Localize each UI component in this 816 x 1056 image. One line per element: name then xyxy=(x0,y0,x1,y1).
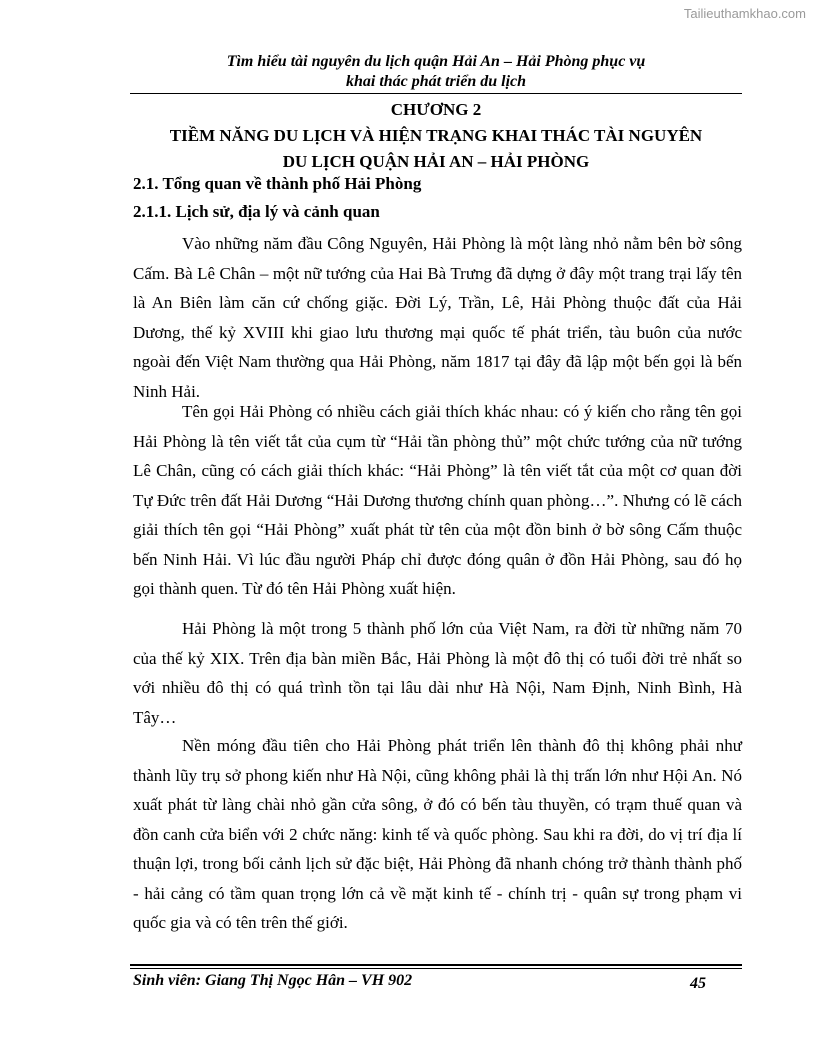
watermark-text: Tailieuthamkhao.com xyxy=(683,6,806,21)
chapter-heading xyxy=(130,97,742,175)
section-heading-2-1-1: 2.1.1. Lịch sử, địa lý và cảnh quan xyxy=(133,202,380,221)
footer-divider xyxy=(130,964,742,966)
footer-student: Sinh viên: Giang Thị Ngọc Hân – VH 902 xyxy=(133,972,413,989)
footer-divider-thin xyxy=(130,968,742,969)
chapter-title-line-2: DU LỊCH QUẬN HẢI AN – HẢI PHÒNG xyxy=(282,152,590,171)
page-number: 45 xyxy=(690,975,706,992)
chapter-title-line-1: TIỀM NĂNG DU LỊCH VÀ HIỆN TRẠNG KHAI THÁC TÀI NGUYÊN xyxy=(169,126,703,145)
paragraph-3: Hải Phòng là một trong 5 thành phố lớn của Việt Nam, ra đời từ những năm 70 của thế kỷ XIX. Trên địa bàn miền Bắc, Hải Phòng là một đô thị có tuổi đời trẻ nhất so với nhiều đô thị có quá trình tồn tại lâu dài như Hà Nội, Nam Định, Ninh Bình, Hà Tây… xyxy=(133,619,742,727)
paragraph-2: Tên gọi Hải Phòng có nhiều cách giải thích khác nhau: có ý kiến cho rằng tên gọi Hải Phòng là tên viết tắt của cụm từ “Hải tần phòng thủ” một chức tướng của nữ tướng Lê Chân, cũng có cách giải thích khác: “Hải Phòng” là tên viết tắt của một cơ quan đời Tự Đức trên đất Hải Dương “Hải Dương thương chính quan phòng…”. Nhưng có lẽ cách giải thích tên gọi “Hải Phòng” xuất phát từ tên của một đồn binh ở bờ sông Cấm thuộc bến Ninh Hải. Vì lúc đầu người Pháp chỉ được đóng quân ở đồn Hải Phòng, sau đó họ gọi thành quen. Từ đó tên Hải Phòng xuất hiện. xyxy=(133,402,742,598)
header-divider xyxy=(130,93,742,94)
paragraph-4: Nền móng đầu tiên cho Hải Phòng phát triển lên thành đô thị không phải như thành lũy trụ sở phong kiến như Hà Nội, cũng không phải là thị trấn lớn như Hội An. Nó xuất phát từ làng chài nhỏ gần cửa sông, ở đó có bến tàu thuyền, có trạm thuế quan và đồn canh cửa biển với 2 chức năng: kinh tế và quốc phòng. Sau khi ra đời, do vị trí địa lí thuận lợi, trong bối cảnh lịch sử đặc biệt, Hải Phòng đã nhanh chóng trở thành thành phố - hải cảng có tầm quan trọng lớn cả về mặt kinh tế - chính trị - quân sự trong phạm vi quốc gia và có tên trên thế giới. xyxy=(133,736,742,932)
header-line-1: Tìm hiểu tài nguyên du lịch quận Hải An – Hải Phòng phục vụ xyxy=(226,53,646,70)
section-heading-2-1: 2.1. Tổng quan về thành phố Hải Phòng xyxy=(133,174,422,193)
header-line-2: khai thác phát triển du lịch xyxy=(345,73,527,90)
chapter-number: CHƯƠNG 2 xyxy=(390,100,482,119)
paragraph-1: Vào những năm đầu Công Nguyên, Hải Phòng là một làng nhỏ nằm bên bờ sông Cấm. Bà Lê Chân – một nữ tướng của Hai Bà Trưng đã dựng ở đây một trang trại lấy tên là An Biên làm căn cứ chống giặc. Đời Lý, Trần, Lê, Hải Phòng thuộc đất của Hải Dương, thế kỷ XVIII khi giao lưu thương mại quốc tế phát triển, tàu buôn của nước ngoài đến Việt Nam thường qua Hải Phòng, năm 1817 tại đây đã lập một bến gọi là bến Ninh Hải. xyxy=(133,234,742,401)
running-header xyxy=(130,52,742,92)
